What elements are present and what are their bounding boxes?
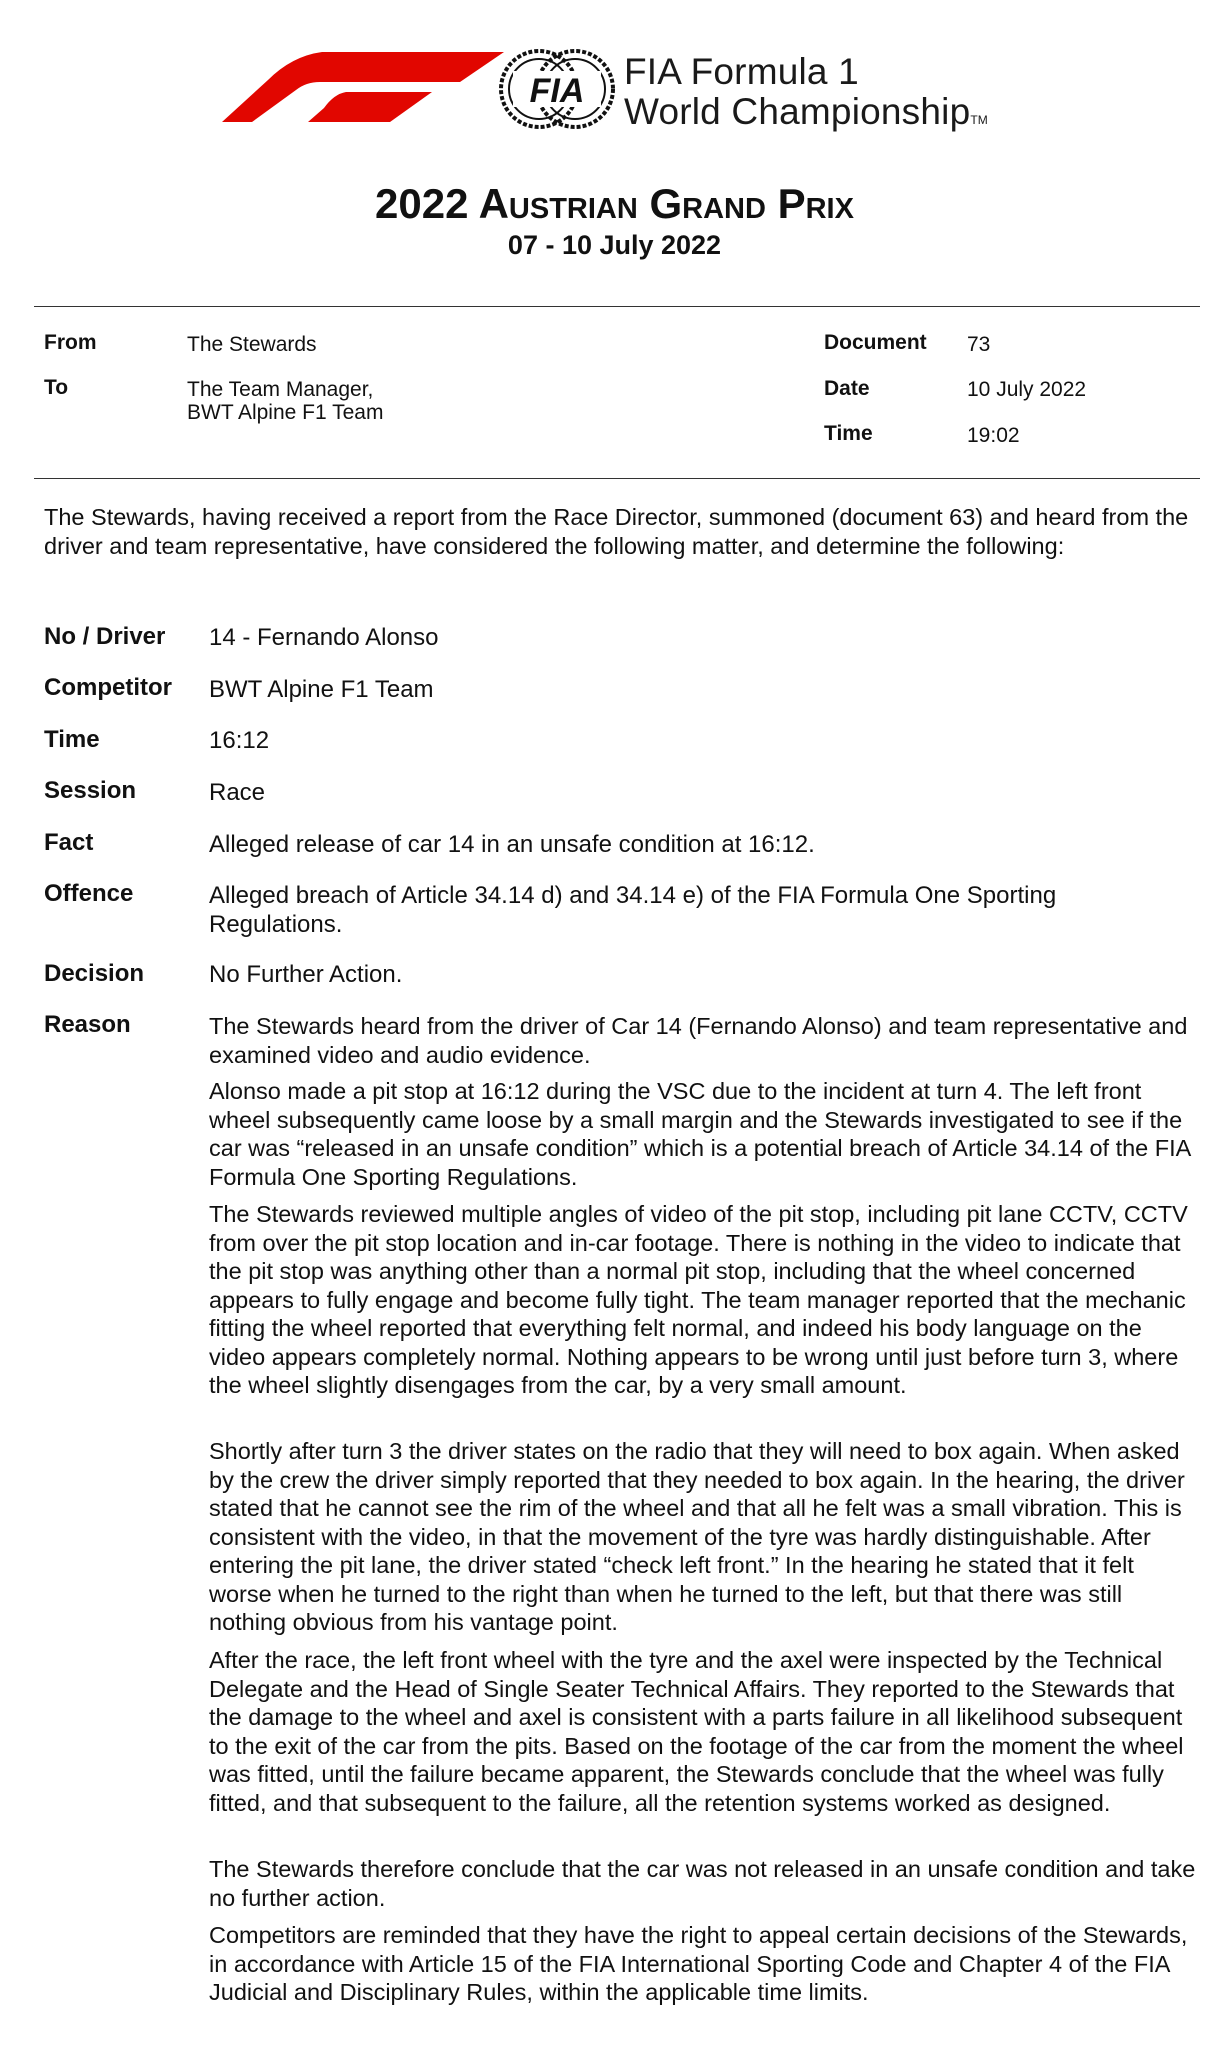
trademark-mark: TM <box>970 113 988 127</box>
fact-label: Fact <box>44 829 94 856</box>
fia-seal-logo <box>499 44 615 134</box>
competitor-label: Competitor <box>44 674 172 701</box>
reason-paragraph-5: After the race, the left front wheel with the tyre and the axel were inspected by the Technical Delegate and the Head of Single Seater Technical Affairs. They reported to the Stewards that the damage to the wheel and axel is consistent with a parts failure in all likelihood subsequent to the exit of the car from the pits. Based on the footage of the car from the moment the wheel was fitted, until the failure became apparent, the Stewards conclude that the wheel was fully fitted, and that subsequent to the failure, all the retention systems worked as designed. <box>209 1647 1184 1816</box>
session-label: Session <box>44 777 137 804</box>
reason-paragraph-7: Competitors are reminded that they have the right to appeal certain decisions of the Stewards, in accordance with Article 15 of the FIA International Sporting Code and Chapter 4 of the FIA Judicial and Disciplinary Rules, within the applicable time limits. <box>209 1922 1188 2005</box>
offence-value: Alleged breach of Article 34.14 d) and 34.14 e) of the FIA Formula One Sporting Regulations. <box>209 882 1057 938</box>
championship-line2-wrap <box>624 92 988 140</box>
reason-paragraph-6: The Stewards therefore conclude that the car was not released in an unsafe condition and take no further action. <box>209 1856 1196 1911</box>
document-label: Document <box>824 331 927 354</box>
driver-label: No / Driver <box>44 623 166 650</box>
driver-value: 14 - Fernando Alonso <box>209 624 439 651</box>
fia-seal-text: FIA <box>529 72 585 110</box>
reason-label: Reason <box>44 1011 131 1038</box>
reason-paragraph-2: Alonso made a pit stop at 16:12 during the VSC due to the incident at turn 4. The left front wheel subsequently came loose by a small margin and the Stewards investigated to see if the car was “released in an unsafe condition” which is a potential breach of Article 34.14 of the FIA Formula One Sporting Regulations. <box>209 1078 1191 1190</box>
championship-line1: FIA Formula 1 <box>624 51 859 92</box>
divider-bottom <box>34 478 1200 479</box>
decision-label: Decision <box>44 960 145 987</box>
competitor-value: BWT Alpine F1 Team <box>209 676 434 703</box>
reason-paragraph-4: Shortly after turn 3 the driver states on the radio that they will need to box again. When asked by the crew the driver simply reported that they needed to box again. In the hearing, the driver stated that he cannot see the rim of the wheel and that all he felt was a small vibration. This is consistent with the video, in that the movement of the tyre was hardly distinguishable. After entering the pit lane, the driver stated “check left front.” In the hearing he stated that it felt worse when he turned to the right than when he turned to the left, but that there was still nothing obvious from his vantage point. <box>209 1438 1185 1635</box>
from-value: The Stewards <box>187 333 317 356</box>
time-label: Time <box>824 422 873 445</box>
championship-line2: World Championship <box>624 91 971 132</box>
event-dates: 07 - 10 July 2022 <box>507 230 722 260</box>
session-value: Race <box>209 779 266 806</box>
to-value-line1: The Team Manager, <box>187 378 374 401</box>
f1-logo-lower-stroke <box>308 92 432 122</box>
date-value: 10 July 2022 <box>967 378 1087 401</box>
document-value: 73 <box>967 333 991 356</box>
event-title <box>0 178 1229 230</box>
f1-logo <box>222 52 504 122</box>
championship-title <box>624 52 988 140</box>
intro-paragraph: The Stewards, having received a report from the Race Director, summoned (document 63) and heard from the driver and team representative, have considered the following matter, and determine the following: <box>44 504 1189 559</box>
date-label: Date <box>824 377 870 400</box>
from-label: From <box>44 331 97 354</box>
time-field-value: 16:12 <box>209 727 270 754</box>
to-value-line2: BWT Alpine F1 Team <box>187 401 384 424</box>
to-label: To <box>44 376 69 399</box>
divider-top <box>34 306 1200 307</box>
reason-paragraph-3: The Stewards reviewed multiple angles of video of the pit stop, including pit lane CCTV, CCTV from over the pit stop location and in-car footage. There is nothing in the video to indicate that the pit stop was anything other than a normal pit stop, including that the wheel concerned appears to fully engage and become fully tight. The team manager reported that the mechanic fitting the wheel reported that everything felt normal, and indeed his body language on the video appears completely normal. Nothing appears to be wrong until just before turn 3, where the wheel slightly disengages from the car, by a very small amount. <box>209 1201 1188 1398</box>
decision-value: No Further Action. <box>209 961 403 988</box>
reason-paragraph-1: The Stewards heard from the driver of Car 14 (Fernando Alonso) and team representative and examined video and audio evidence. <box>209 1013 1188 1068</box>
event-title-text: 2022 Austrian Grand Prix <box>375 180 854 227</box>
time-value: 19:02 <box>967 424 1020 447</box>
time-field-label: Time <box>44 726 100 753</box>
fact-value: Alleged release of car 14 in an unsafe condition at 16:12. <box>209 831 815 858</box>
offence-label: Offence <box>44 880 134 907</box>
